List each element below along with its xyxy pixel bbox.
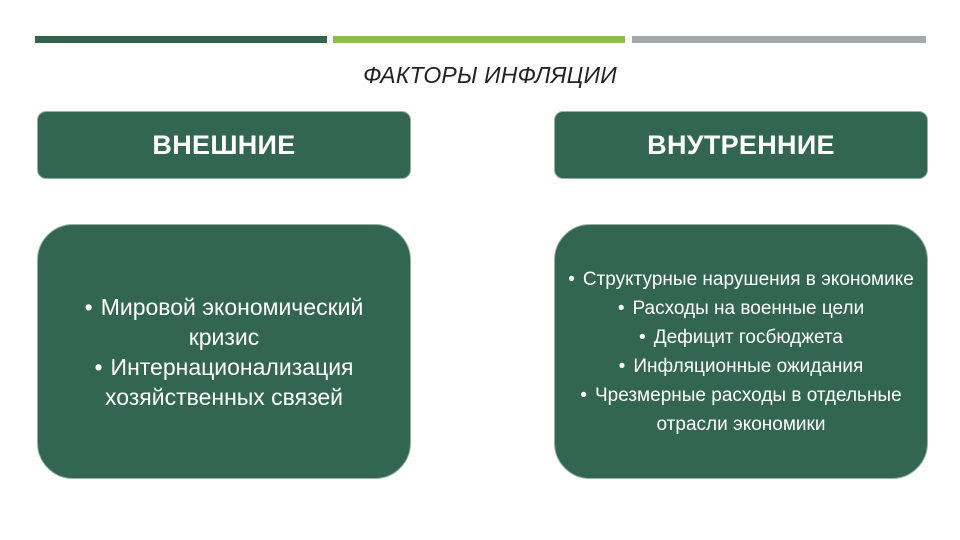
list-item-text: Чрезмерные расходы в отдельные отрасли экономики bbox=[594, 384, 902, 435]
list-item-text: Расходы на военные цели bbox=[632, 297, 865, 319]
list-item bbox=[566, 352, 916, 381]
list-item-text: Дефицит госбюджета bbox=[653, 326, 843, 348]
bullet-icon: • bbox=[639, 326, 646, 348]
bullet-icon: • bbox=[94, 353, 103, 380]
internal-factors-box bbox=[554, 224, 928, 479]
bullet-icon: • bbox=[568, 268, 575, 290]
list-item-text: Мировой экономический кризис bbox=[100, 293, 364, 350]
list-item bbox=[54, 352, 394, 412]
slide-title: ФАКТОРЫ ИНФЛЯЦИИ bbox=[363, 62, 617, 88]
external-factors-list bbox=[54, 292, 394, 412]
bullet-icon: • bbox=[618, 355, 626, 377]
external-factors-box bbox=[37, 224, 411, 479]
bullet-icon: • bbox=[580, 384, 587, 406]
bullet-icon: • bbox=[84, 293, 93, 320]
internal-factors-heading: ВНУТРЕННИЕ bbox=[554, 111, 928, 179]
decorative-bar-dark-green bbox=[35, 36, 327, 43]
list-item bbox=[54, 292, 394, 352]
list-item bbox=[566, 265, 916, 294]
list-item-text: Структурные нарушения в экономике bbox=[582, 268, 914, 290]
list-item-text: Инфляционные ожидания bbox=[633, 355, 864, 377]
bullet-icon: • bbox=[617, 297, 625, 319]
list-item bbox=[566, 381, 916, 439]
list-item bbox=[566, 323, 916, 352]
external-factors-heading: ВНЕШНИЕ bbox=[37, 111, 411, 179]
internal-factors-list bbox=[566, 265, 916, 439]
decorative-bar-gray bbox=[632, 36, 926, 43]
list-item bbox=[566, 294, 916, 323]
list-item-text: Интернационализация хозяйственных связей bbox=[104, 353, 354, 410]
decorative-bar-light-green bbox=[333, 36, 625, 43]
